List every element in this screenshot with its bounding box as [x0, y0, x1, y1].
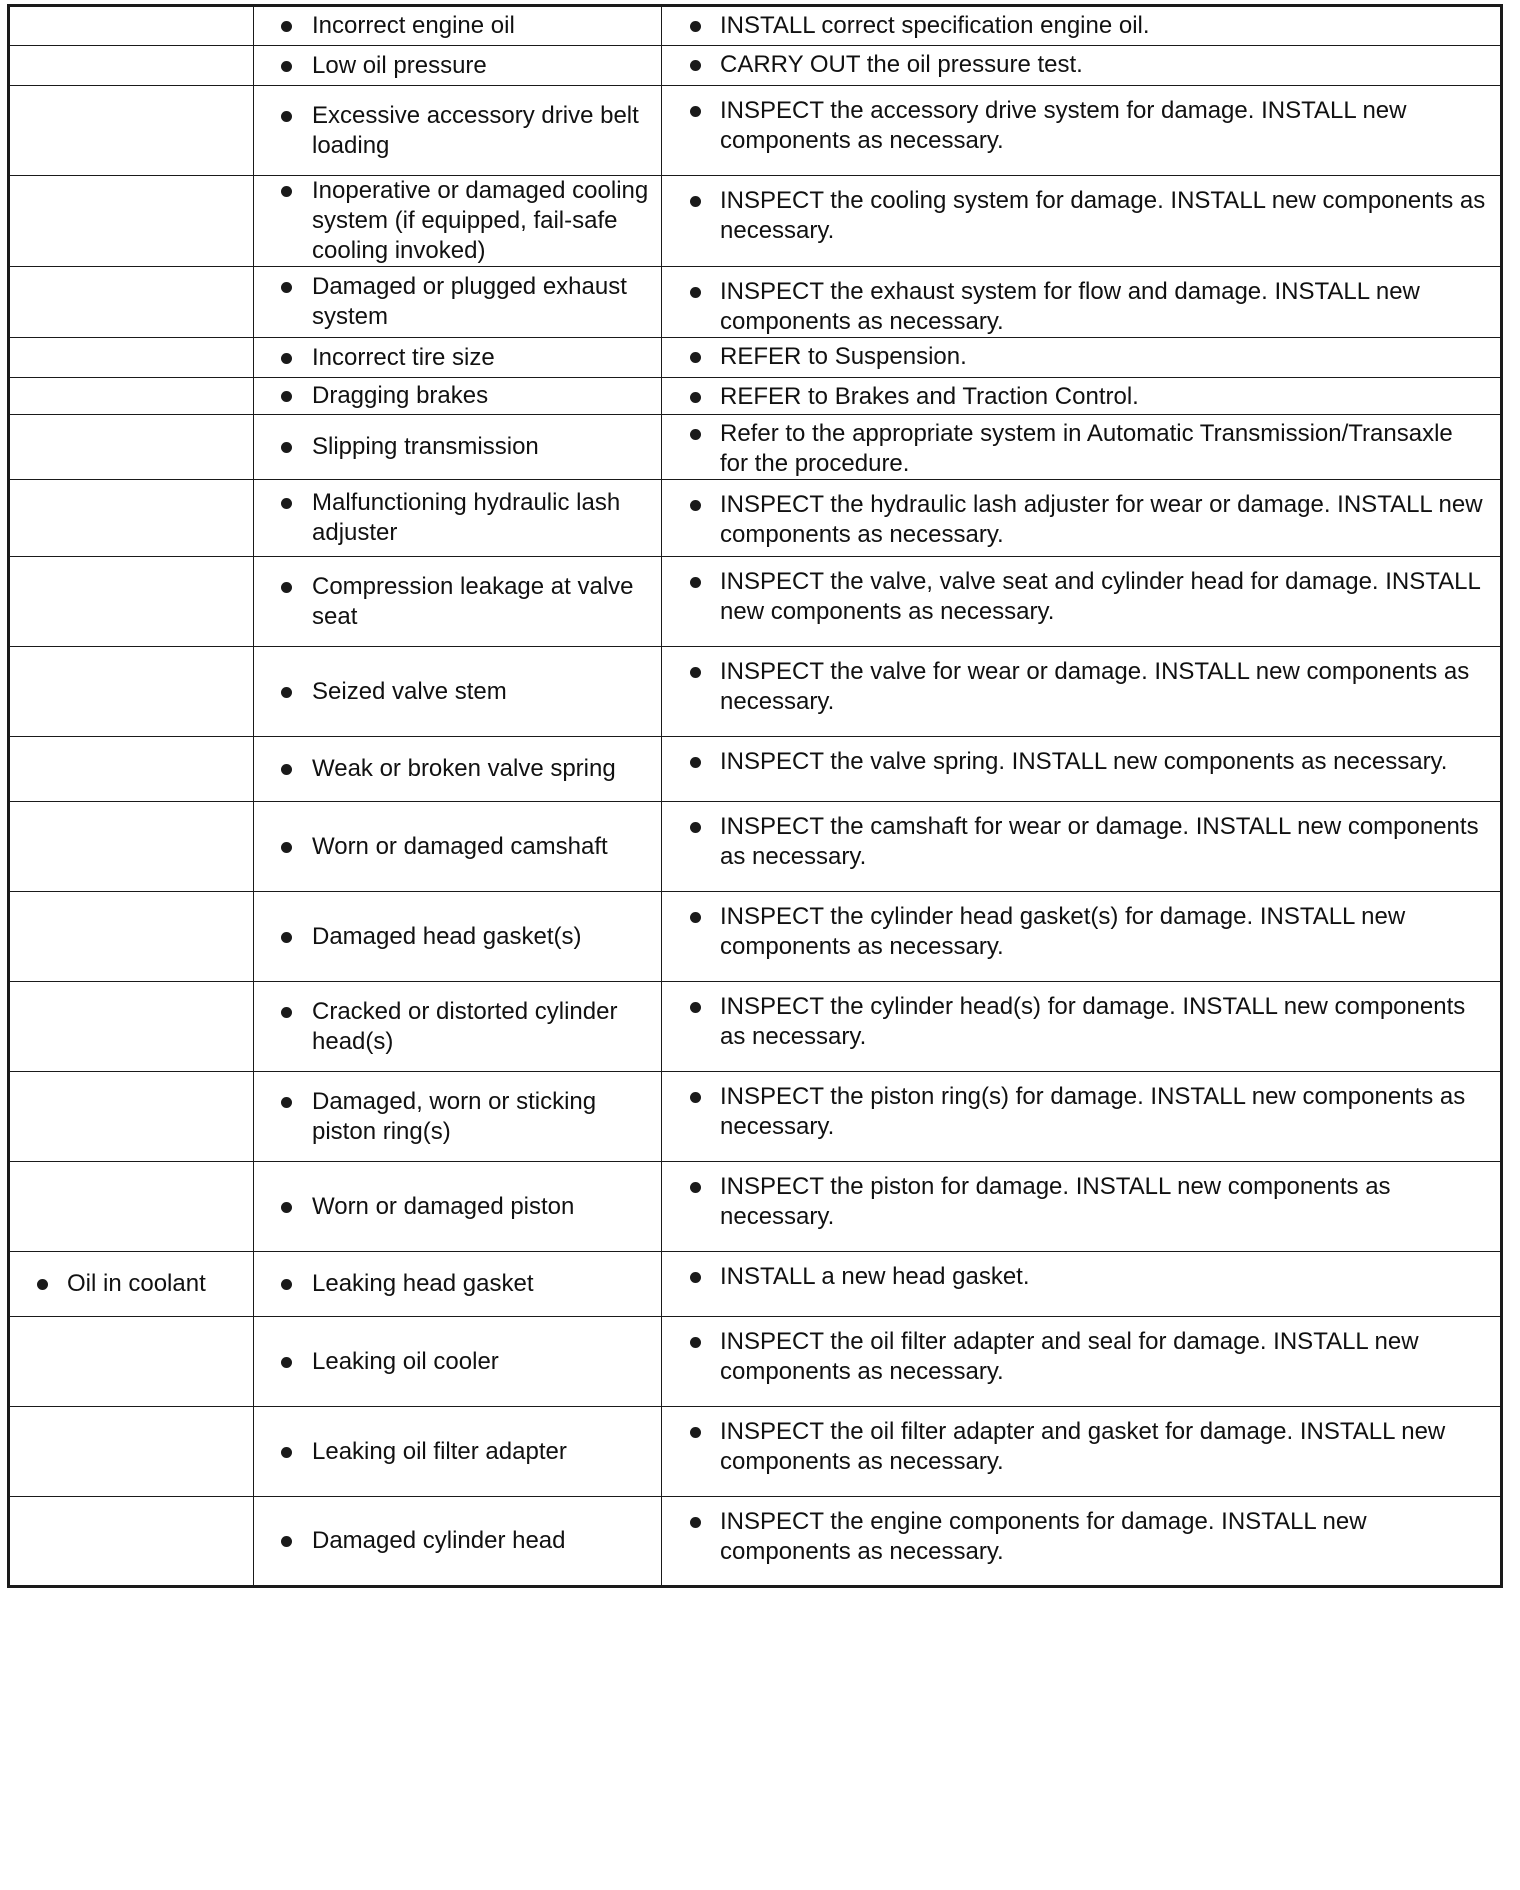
cause-text: Cracked or distorted cylinder head(s)	[312, 997, 618, 1055]
cause-text: Low oil pressure	[312, 51, 487, 79]
bullet-icon	[690, 106, 701, 117]
cause-cell	[254, 802, 662, 892]
condition-cell	[9, 267, 254, 338]
table-row	[9, 1072, 1502, 1162]
cause-item	[254, 432, 661, 462]
diagnosis-table-body	[9, 6, 1502, 1587]
cause-item	[254, 488, 661, 548]
bullet-icon	[690, 1092, 701, 1103]
diagnosis-table	[7, 4, 1503, 1588]
bullet-icon	[690, 287, 701, 298]
bullet-icon	[690, 196, 701, 207]
action-item	[662, 176, 1500, 246]
cause-item	[254, 1347, 661, 1377]
action-item	[662, 557, 1500, 627]
table-row	[9, 338, 1502, 378]
action-text: REFER to Brakes and Traction Control.	[720, 383, 1139, 410]
action-cell	[662, 557, 1502, 647]
action-text: INSPECT the oil filter adapter and seal for damage. INSTALL new components as necessary.	[720, 1328, 1419, 1385]
action-cell	[662, 1162, 1502, 1252]
condition-cell	[9, 1072, 254, 1162]
condition-cell	[9, 480, 254, 557]
bullet-icon	[281, 1007, 292, 1018]
action-item	[662, 647, 1500, 717]
action-item	[662, 982, 1500, 1052]
bullet-icon	[281, 61, 292, 72]
action-text: INSPECT the piston for damage. INSTALL new components as necessary.	[720, 1173, 1391, 1230]
condition-item	[10, 1269, 253, 1299]
cause-cell	[254, 982, 662, 1072]
cause-text: Incorrect engine oil	[312, 12, 515, 39]
condition-cell	[9, 378, 254, 415]
bullet-icon	[690, 429, 701, 440]
cause-item	[254, 1269, 661, 1299]
bullet-icon	[690, 1182, 701, 1193]
cause-cell	[254, 480, 662, 557]
action-text: CARRY OUT the oil pressure test.	[720, 51, 1083, 78]
condition-cell	[9, 1407, 254, 1497]
cause-cell	[254, 1407, 662, 1497]
table-row	[9, 982, 1502, 1072]
action-item	[662, 802, 1500, 872]
cause-item	[254, 922, 661, 952]
action-text: REFER to Suspension.	[720, 343, 967, 370]
action-text: INSPECT the valve for wear or damage. INSTALL new components as necessary.	[720, 658, 1470, 715]
bullet-icon	[690, 392, 701, 403]
action-text: INSPECT the exhaust system for flow and damage. INSTALL new components as necessary.	[720, 278, 1420, 335]
action-item	[662, 338, 1500, 372]
action-text: INSPECT the cylinder head gasket(s) for damage. INSTALL new components as necessary.	[720, 903, 1406, 960]
action-cell	[662, 415, 1502, 480]
cause-cell	[254, 737, 662, 802]
cause-text: Damaged, worn or sticking piston ring(s)	[312, 1087, 597, 1145]
bullet-icon	[281, 111, 292, 122]
table-row	[9, 46, 1502, 86]
table-row	[9, 1407, 1502, 1497]
condition-cell	[9, 1252, 254, 1317]
cause-item	[254, 101, 661, 161]
action-text: Refer to the appropriate system in Automatic Transmission/Transaxle for the procedure.	[720, 420, 1453, 477]
cause-text: Worn or damaged piston	[312, 1192, 575, 1220]
cause-cell	[254, 6, 662, 46]
action-item	[662, 86, 1500, 156]
cause-text: Leaking oil cooler	[312, 1347, 499, 1375]
table-row	[9, 557, 1502, 647]
cause-text: Incorrect tire size	[312, 343, 495, 371]
cause-item	[254, 572, 661, 632]
table-row	[9, 86, 1502, 176]
cause-item	[254, 754, 661, 784]
action-item	[662, 1252, 1500, 1292]
cause-item	[254, 1526, 661, 1556]
action-item	[662, 892, 1500, 962]
cause-text: Leaking oil filter adapter	[312, 1437, 567, 1465]
table-row	[9, 267, 1502, 338]
action-cell	[662, 1317, 1502, 1407]
condition-cell	[9, 46, 254, 86]
table-row	[9, 802, 1502, 892]
bullet-icon	[281, 1536, 292, 1547]
cause-item	[254, 997, 661, 1057]
cause-item	[254, 832, 661, 862]
cause-cell	[254, 1497, 662, 1587]
bullet-icon	[281, 391, 292, 402]
bullet-icon	[690, 667, 701, 678]
cause-item	[254, 272, 661, 332]
bullet-icon	[281, 442, 292, 453]
condition-cell	[9, 1162, 254, 1252]
condition-cell	[9, 1317, 254, 1407]
action-item	[662, 415, 1500, 479]
cause-cell	[254, 378, 662, 415]
condition-cell	[9, 1497, 254, 1587]
bullet-icon	[690, 60, 701, 71]
action-cell	[662, 1407, 1502, 1497]
action-cell	[662, 1497, 1502, 1587]
action-item	[662, 737, 1500, 777]
bullet-icon	[281, 842, 292, 853]
cause-item	[254, 343, 661, 373]
cause-text: Seized valve stem	[312, 677, 507, 705]
action-cell	[662, 176, 1502, 267]
action-item	[662, 267, 1500, 337]
cause-text: Dragging brakes	[312, 382, 489, 409]
bullet-icon	[281, 932, 292, 943]
table-row	[9, 176, 1502, 267]
cause-cell	[254, 86, 662, 176]
bullet-icon	[690, 577, 701, 588]
cause-cell	[254, 1252, 662, 1317]
table-row	[9, 1497, 1502, 1587]
action-cell	[662, 267, 1502, 338]
cause-text: Malfunctioning hydraulic lash adjuster	[312, 489, 621, 546]
action-text: INSPECT the valve spring. INSTALL new components as necessary.	[720, 748, 1448, 775]
condition-cell	[9, 647, 254, 737]
cause-text: Damaged or plugged exhaust system	[312, 273, 627, 330]
action-item	[662, 1162, 1500, 1232]
table-row	[9, 647, 1502, 737]
bullet-icon	[690, 1427, 701, 1438]
bullet-icon	[281, 687, 292, 698]
action-item	[662, 378, 1500, 412]
cause-item	[254, 1437, 661, 1467]
action-text: INSPECT the accessory drive system for damage. INSTALL new components as necessary.	[720, 97, 1407, 154]
bullet-icon	[281, 1097, 292, 1108]
cause-cell	[254, 415, 662, 480]
bullet-icon	[690, 757, 701, 768]
action-text: INSTALL correct specification engine oil.	[720, 12, 1150, 39]
table-row	[9, 1252, 1502, 1317]
bullet-icon	[281, 353, 292, 364]
cause-text: Weak or broken valve spring	[312, 755, 616, 782]
condition-cell	[9, 982, 254, 1072]
table-row	[9, 6, 1502, 46]
action-item	[662, 46, 1500, 80]
table-row	[9, 378, 1502, 415]
cause-text: Excessive accessory drive belt loading	[312, 101, 639, 159]
cause-item	[254, 381, 661, 411]
bullet-icon	[281, 764, 292, 775]
action-cell	[662, 480, 1502, 557]
bullet-icon	[281, 498, 292, 509]
cause-cell	[254, 647, 662, 737]
cause-item	[254, 1192, 661, 1222]
bullet-icon	[37, 1279, 48, 1290]
condition-cell	[9, 176, 254, 267]
action-item	[662, 7, 1500, 41]
action-text: INSPECT the piston ring(s) for damage. INSTALL new components as necessary.	[720, 1083, 1466, 1140]
action-text: INSPECT the camshaft for wear or damage. INSTALL new components as necessary.	[720, 813, 1479, 870]
bullet-icon	[690, 1337, 701, 1348]
action-cell	[662, 802, 1502, 892]
action-cell	[662, 737, 1502, 802]
table-row	[9, 480, 1502, 557]
cause-cell	[254, 176, 662, 267]
cause-cell	[254, 892, 662, 982]
action-cell	[662, 1252, 1502, 1317]
cause-cell	[254, 46, 662, 86]
bullet-icon	[690, 1002, 701, 1013]
cause-item	[254, 1087, 661, 1147]
table-row	[9, 415, 1502, 480]
cause-cell	[254, 557, 662, 647]
bullet-icon	[690, 500, 701, 511]
condition-text: Oil in coolant	[67, 1270, 206, 1297]
bullet-icon	[690, 21, 701, 32]
condition-cell	[9, 802, 254, 892]
bullet-icon	[281, 282, 292, 293]
bullet-icon	[281, 186, 292, 197]
action-text: INSPECT the oil filter adapter and gasket for damage. INSTALL new components as necessary.	[720, 1418, 1446, 1475]
cause-text: Inoperative or damaged cooling system (if equipped, fail-safe cooling invoked)	[312, 177, 649, 264]
action-cell	[662, 86, 1502, 176]
bullet-icon	[281, 1447, 292, 1458]
action-item	[662, 1407, 1500, 1477]
bullet-icon	[690, 352, 701, 363]
bullet-icon	[690, 1272, 701, 1283]
cause-cell	[254, 338, 662, 378]
cause-item	[254, 677, 661, 707]
condition-cell	[9, 6, 254, 46]
action-text: INSPECT the valve, valve seat and cylinder head for damage. INSTALL new components as necessary.	[720, 568, 1480, 625]
action-text: INSPECT the hydraulic lash adjuster for wear or damage. INSTALL new components as necessary.	[720, 491, 1483, 548]
action-item	[662, 1317, 1500, 1387]
bullet-icon	[281, 582, 292, 593]
condition-cell	[9, 86, 254, 176]
action-item	[662, 480, 1500, 550]
action-cell	[662, 338, 1502, 378]
table-row	[9, 1162, 1502, 1252]
condition-cell	[9, 557, 254, 647]
table-row	[9, 737, 1502, 802]
bullet-icon	[281, 21, 292, 32]
condition-cell	[9, 415, 254, 480]
cause-cell	[254, 1072, 662, 1162]
action-text: INSPECT the engine components for damage. INSTALL new components as necessary.	[720, 1508, 1367, 1565]
action-item	[662, 1072, 1500, 1142]
cause-text: Leaking head gasket	[312, 1270, 534, 1297]
bullet-icon	[281, 1357, 292, 1368]
action-cell	[662, 982, 1502, 1072]
action-cell	[662, 6, 1502, 46]
bullet-icon	[690, 822, 701, 833]
action-cell	[662, 1072, 1502, 1162]
condition-cell	[9, 737, 254, 802]
action-text: INSTALL a new head gasket.	[720, 1263, 1030, 1290]
cause-item	[254, 51, 661, 81]
cause-cell	[254, 267, 662, 338]
action-cell	[662, 647, 1502, 737]
bullet-icon	[690, 912, 701, 923]
action-item	[662, 1497, 1500, 1567]
action-text: INSPECT the cooling system for damage. INSTALL new components as necessary.	[720, 187, 1486, 244]
action-cell	[662, 46, 1502, 86]
cause-text: Damaged cylinder head	[312, 1527, 566, 1554]
cause-item	[254, 176, 661, 266]
condition-cell	[9, 892, 254, 982]
cause-cell	[254, 1162, 662, 1252]
action-text: INSPECT the cylinder head(s) for damage. INSTALL new components as necessary.	[720, 993, 1466, 1050]
bullet-icon	[281, 1202, 292, 1213]
cause-item	[254, 11, 661, 41]
cause-text: Slipping transmission	[312, 433, 539, 460]
cause-text: Compression leakage at valve seat	[312, 572, 634, 630]
table-row	[9, 1317, 1502, 1407]
cause-text: Damaged head gasket(s)	[312, 922, 582, 950]
action-cell	[662, 892, 1502, 982]
table-row	[9, 892, 1502, 982]
bullet-icon	[281, 1279, 292, 1290]
bullet-icon	[690, 1517, 701, 1528]
cause-text: Worn or damaged camshaft	[312, 832, 608, 860]
condition-cell	[9, 338, 254, 378]
action-cell	[662, 378, 1502, 415]
cause-cell	[254, 1317, 662, 1407]
